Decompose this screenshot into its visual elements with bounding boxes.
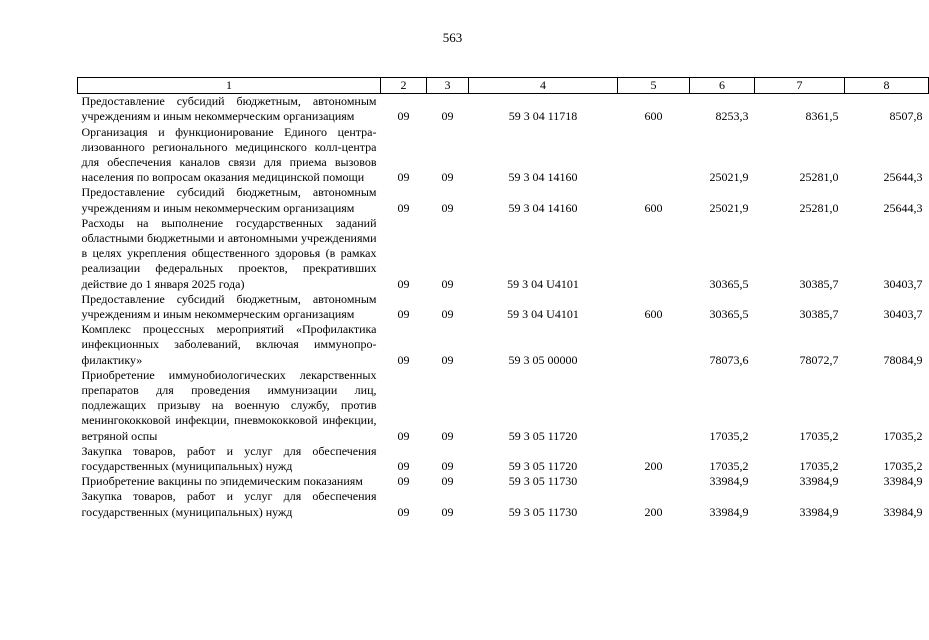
header-col-4: 4 [469,78,618,94]
table-row [78,322,929,368]
amount-year-1-cell: 17035,2 [709,459,749,474]
subsection-code-cell: 09 [441,474,454,489]
table-row [78,216,929,292]
table-header [78,78,929,94]
section-code-cell: 09 [397,428,410,443]
expense-type-cell: 600 [644,109,663,124]
table-body [78,94,929,520]
expense-type-cell [618,216,690,292]
budget-table [77,77,929,520]
expense-name-cell: Приобретение вакцины по эпидемическим показаниям [81,474,363,489]
expense-name-cell: Расходы на выполнение государственных заданий областными бюджетными и автономными учреждениями в целях укрепления общественного здоровья (в рамках реализации федеральных проектов, прекративших действие до 1 января 2025 года) [81,215,377,291]
subsection-code-cell: 09 [441,504,454,519]
amount-year-3-cell: 25644,3 [883,170,923,185]
header-col-1: 1 [78,78,381,94]
expense-type-cell [618,322,690,368]
table-row [78,489,929,519]
expense-type-cell [618,474,690,489]
subsection-code-cell: 09 [441,459,454,474]
section-code-cell: 09 [397,200,410,215]
subsection-code-cell: 09 [441,109,454,124]
section-code-cell: 09 [397,474,410,489]
amount-year-1-cell: 25021,9 [709,200,749,215]
expense-name-cell: Закупка товаров, работ и услуг для обеспечения государственных (муниципальных) нужд [81,489,377,519]
target-article-cell: 59 3 04 14160 [508,170,578,185]
amount-year-3-cell: 25644,3 [883,200,923,215]
amount-year-2-cell: 25281,0 [799,170,839,185]
target-article-cell: 59 3 04 14160 [508,200,578,215]
amount-year-1-cell: 33984,9 [709,504,749,519]
amount-year-2-cell: 17035,2 [799,459,839,474]
table-row [78,94,929,125]
expense-name-cell: Приобретение иммунобиологических лекарственных препаратов для проведения иммунизации лиц, подлежащих призыву на военную службу, против менингококковой инфекции, пневмококковой инфекции, ветряной оспы [81,367,377,443]
expense-type-cell: 200 [644,504,663,519]
section-code-cell: 09 [397,170,410,185]
section-code-cell: 09 [397,276,410,291]
amount-year-3-cell: 78084,9 [883,352,923,367]
amount-year-3-cell: 30403,7 [883,307,923,322]
amount-year-1-cell: 30365,5 [709,276,749,291]
table-row [78,444,929,474]
expense-name-cell: Предоставление субсидий бюджетным, автономным учреждениям и иным некоммерческим организациям [81,94,377,124]
amount-year-1-cell: 78073,6 [709,352,749,367]
section-code-cell: 09 [397,307,410,322]
header-col-8: 8 [845,78,929,94]
expense-type-cell [618,368,690,444]
amount-year-2-cell: 17035,2 [799,428,839,443]
subsection-code-cell: 09 [441,276,454,291]
expense-name-cell: Организация и функционирование Единого централизованного регионального медицинского колл-центра для обеспечения каналов связи для приема вызовов населения по вопросам оказания медицинской помощи [81,124,377,185]
section-code-cell: 09 [397,109,410,124]
section-code-cell: 09 [397,352,410,367]
amount-year-3-cell: 8507,8 [889,109,923,124]
expense-type-cell: 600 [644,307,663,322]
target-article-cell: 59 3 05 11720 [508,428,578,443]
subsection-code-cell: 09 [441,170,454,185]
target-article-cell: 59 3 05 11720 [508,459,578,474]
header-col-2: 2 [381,78,427,94]
expense-type-cell [618,125,690,186]
target-article-cell: 59 3 05 00000 [508,352,578,367]
amount-year-3-cell: 33984,9 [883,504,923,519]
amount-year-3-cell: 30403,7 [883,276,923,291]
amount-year-1-cell: 17035,2 [709,428,749,443]
amount-year-3-cell: 17035,2 [883,428,923,443]
amount-year-2-cell: 78072,7 [799,352,839,367]
section-code-cell: 09 [397,459,410,474]
subsection-code-cell: 09 [441,352,454,367]
table-row [78,185,929,215]
section-code-cell: 09 [397,504,410,519]
amount-year-3-cell: 17035,2 [883,459,923,474]
amount-year-1-cell: 8253,3 [715,109,749,124]
target-article-cell: 59 3 04 11718 [508,109,578,124]
expense-type-cell: 200 [644,459,663,474]
amount-year-2-cell: 30385,7 [799,276,839,291]
target-article-cell: 59 3 04 U4101 [507,276,579,291]
amount-year-2-cell: 25281,0 [799,200,839,215]
subsection-code-cell: 09 [441,428,454,443]
subsection-code-cell: 09 [441,307,454,322]
table-row [78,368,929,444]
subsection-code-cell: 09 [441,200,454,215]
amount-year-1-cell: 25021,9 [709,170,749,185]
page-number: 563 [442,30,463,45]
header-col-6: 6 [690,78,755,94]
expense-name-cell: Комплекс процессных мероприятий «Профилактика инфекционных заболеваний, включая иммунопрофилактику» [81,322,377,367]
amount-year-1-cell: 30365,5 [709,307,749,322]
table-row [78,474,929,489]
amount-year-2-cell: 30385,7 [799,307,839,322]
table-row [78,125,929,186]
header-col-5: 5 [618,78,690,94]
target-article-cell: 59 3 05 11730 [508,504,578,519]
amount-year-2-cell: 8361,5 [805,109,839,124]
amount-year-2-cell: 33984,9 [799,504,839,519]
target-article-cell: 59 3 05 11730 [508,474,578,489]
amount-year-3-cell: 33984,9 [883,474,923,489]
expense-name-cell: Предоставление субсидий бюджетным, автономным учреждениям и иным некоммерческим организациям [81,185,377,215]
amount-year-1-cell: 33984,9 [709,474,749,489]
expense-type-cell: 600 [644,200,663,215]
table-row [78,292,929,322]
amount-year-2-cell: 33984,9 [799,474,839,489]
target-article-cell: 59 3 04 U4101 [507,307,579,322]
expense-name-cell: Закупка товаров, работ и услуг для обеспечения государственных (муниципальных) нужд [81,443,377,474]
expense-name-cell: Предоставление субсидий бюджетным, автономным учреждениям и иным некоммерческим организациям [81,291,377,322]
header-col-7: 7 [755,78,845,94]
header-col-3: 3 [427,78,469,94]
